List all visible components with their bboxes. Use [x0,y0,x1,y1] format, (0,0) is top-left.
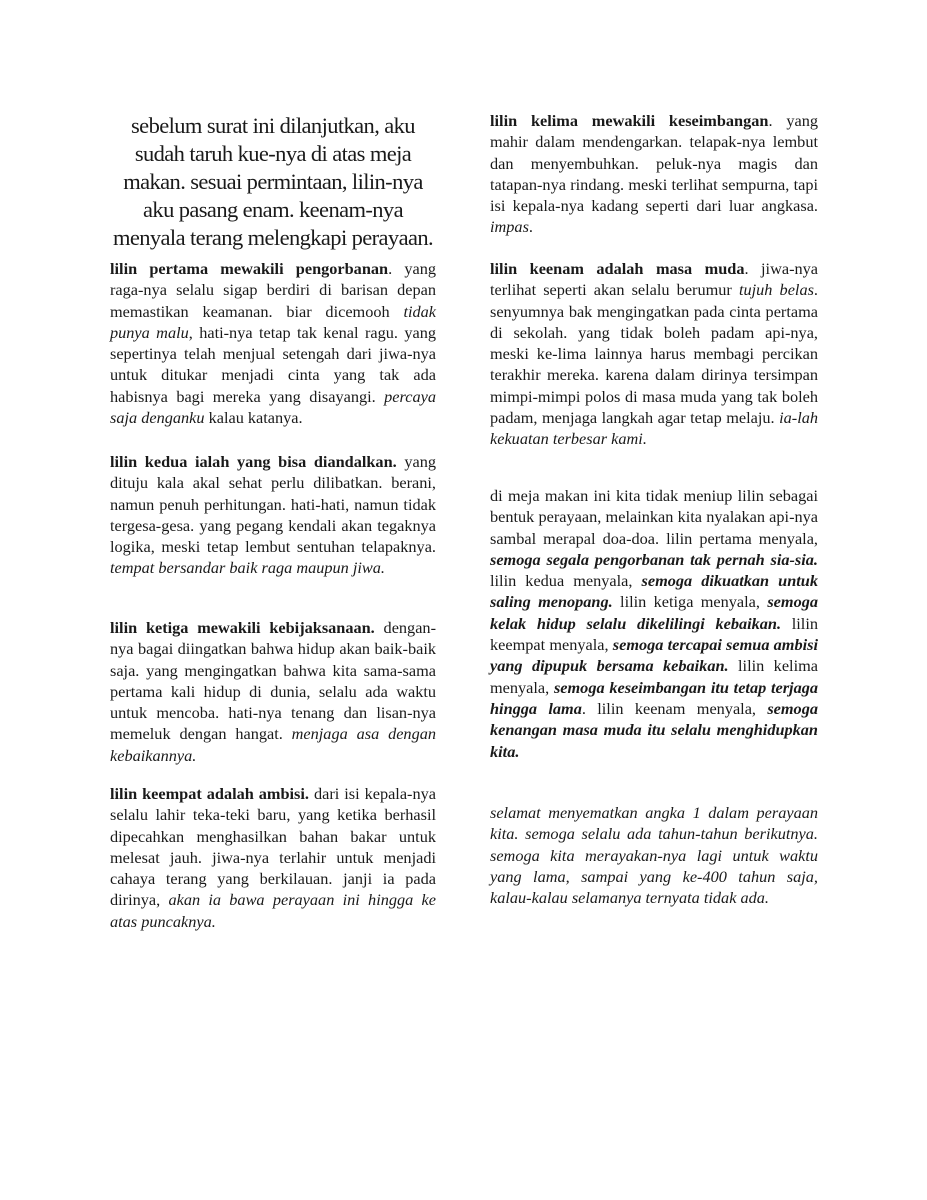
paragraph-wishes: di meja makan ini kita tidak meniup lilin sebagai bentuk perayaan, melainkan kita nyalakan api-nya sambal merapal doa-doa. lilin pertama menyala, semoga segala pengorbanan tak pernah sia-sia. lilin kedua menyala, semoga dikuatkan untuk saling menopang. lilin ketiga menyala, semoga kelak hidup selalu dikelilingi kebaikan. lilin keempat menyala, semoga tercapai semua ambisi yang dipupuk bersama kebaikan. lilin kelima menyala, semoga keseimbangan itu tetap terjaga hingga lama. lilin keenam menyala, semoga kenangan masa muda itu selalu menghidupkan kita. [490,486,818,761]
paragraph-sixth-candle: lilin keenam adalah masa muda. jiwa-nya terlihat seperti akan selalu berumur tujuh belas. senyumnya bak mengingatkan pada cinta pertama di sekolah. yang tidak boleh padam api-nya, meski ke-lima lainnya harus membagi percikan terakhir mereka. karena dalam dirinya tersimpan mimpi-mimpi polos di masa muda yang tak boleh padam, menjaga langkah agar tetap melaju. ia-lah kekuatan terbesar kami. [490,259,818,449]
paragraph-heading: lilin ketiga mewakili kebijaksanaan. [110,618,375,637]
paragraph-heading: lilin keempat adalah ambisi. [110,784,309,803]
paragraph-fourth-candle: lilin keempat adalah ambisi. dari isi kepala-nya selalu lahir teka-teki baru, yang ketika berhasil dipecahkan menghasilkan bahan bakar untuk melesat jauh. jiwa-nya terlahir untuk menjadi cahaya terang yang berkilauan. janji ia pada dirinya, akan ia bawa perayaan ini hingga ke atas puncaknya. [110,784,436,931]
paragraph-heading: lilin kelima mewakili keseimbangan [490,111,769,130]
intro-heading: sebelum surat ini dilanjutkan, aku sudah taruh kue-nya di atas meja makan. sesuai permintaan, lilin-nya aku pasang enam. keenam-nya menyala terang melengkapi perayaan. [112,113,434,250]
paragraph-first-candle: lilin pertama mewakili pengorbanan. yang raga-nya selalu sigap berdiri di barisan depan memastikan keamanan. biar dicemooh tidak punya malu, hati-nya tetap tak kenal ragu. yang sepertinya telah menjual setengah dari jiwa-nya untuk ditukar menjadi cinta yang tak ada habisnya bagi mereka yang disayangi. percaya saja denganku kalau katanya. [110,259,436,428]
paragraph-closing: selamat menyematkan angka 1 dalam perayaan kita. semoga selalu ada tahun-tahun berikutnya. semoga kita merayakan-nya lagi untuk waktu yang lama, sampai yang ke-400 tahun saja, kalau-kalau selamanya ternyata tidak ada. [490,803,818,908]
paragraph-fifth-candle: lilin kelima mewakili keseimbangan. yang mahir dalam mendengarkan. telapak-nya lembut dan menyembuhkan. peluk-nya magis dan tatapan-nya rindang. meski terlihat sempurna, tapi isi kepala-nya kadang seperti dari luar angkasa. impas. [490,111,818,237]
paragraph-second-candle: lilin kedua ialah yang bisa diandalkan. yang dituju kala akal sehat perlu dilibatkan. berani, namun penuh perhitungan. hati-hati, namun tidak tergesa-gesa. yang pegang kendali akan tegaknya logika, meski tetap lembut sentuhan telapaknya. tempat bersandar baik raga maupun jiwa. [110,452,437,578]
paragraph-heading: lilin pertama mewakili pengorbanan [110,259,389,278]
paragraph-third-candle: lilin ketiga mewakili kebijaksanaan. dengan-nya bagai diingatkan bahwa hidup akan baik-baik saja. yang mengingatkan bahwa kita sama-sama pertama kali hidup di dunia, selalu ada waktu untuk mencoba. hati-nya tenang dan lisan-nya memeluk dengan hangat. menjaga asa dengan kebaikannya. [110,618,436,765]
paragraph-heading: lilin keenam adalah masa muda [490,259,745,278]
paragraph-heading: lilin kedua ialah yang bisa diandalkan. [110,452,397,471]
